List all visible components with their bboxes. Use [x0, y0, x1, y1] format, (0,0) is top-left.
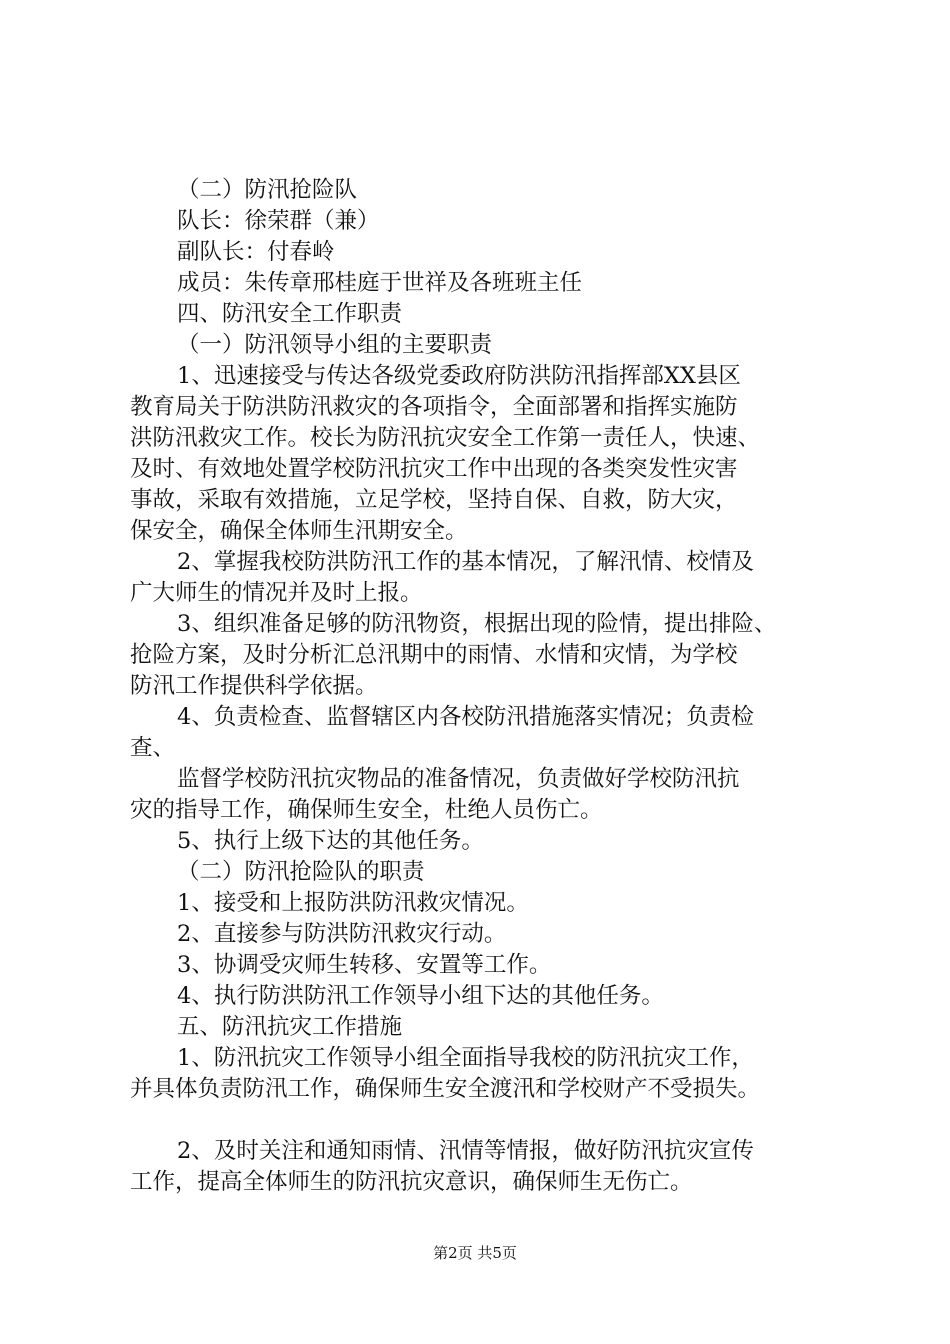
paragraph-line: 监督学校防汛抗灾物品的准备情况，负责做好学校防汛抗: [177, 766, 740, 792]
paragraph-line: 及时、有效地处置学校防汛抗灾工作中出现的各类突发性灾害: [130, 456, 738, 482]
deputy-leader-line: 副队长：付春岭: [177, 239, 335, 265]
paragraph-line: 2、掌握我校防洪防汛工作的基本情况，了解汛情、校情及: [177, 549, 754, 575]
subheading-rescue-team: （二）防汛抢险队: [177, 177, 358, 203]
members-line: 成员：朱传章邢桂庭于世祥及各班班主任: [177, 270, 583, 296]
paragraph-line: 2、及时关注和通知雨情、汛情等情报，做好防汛抗灾宣传: [177, 1138, 754, 1164]
paragraph-line: 3、协调受灾师生转移、安置等工作。: [177, 952, 552, 978]
paragraph-line: 4、执行防洪防汛工作领导小组下达的其他任务。: [177, 983, 664, 1009]
paragraph-line: 1、接受和上报防洪防汛救灾情况。: [177, 890, 529, 916]
paragraph-line: 洪防汛救灾工作。校长为防汛抗灾安全工作第一责任人，快速、: [130, 425, 761, 451]
paragraph-line: 防汛工作提供科学依据。: [130, 673, 378, 699]
paragraph-line: 1、迅速接受与传达各级党委政府防洪防汛指挥部XX县区: [177, 363, 741, 389]
section-heading-5: 五、防汛抗灾工作措施: [177, 1014, 403, 1040]
paragraph-line: 并具体负责防汛工作，确保师生安全渡汛和学校财产不受损失。: [130, 1076, 761, 1102]
paragraph-line: 灾的指导工作，确保师生安全，杜绝人员伤亡。: [130, 797, 603, 823]
section-heading-4: 四、防汛安全工作职责: [177, 301, 403, 327]
paragraph-line: 2、直接参与防洪防汛救灾行动。: [177, 921, 507, 947]
paragraph-line: 保安全，确保全体师生汛期安全。: [130, 518, 468, 544]
paragraph-line: 查、: [130, 735, 176, 761]
paragraph-line: 3、组织准备足够的防汛物资，根据出现的险情，提出排险、: [177, 611, 777, 637]
team-leader-line: 队长：徐荣群（兼）: [177, 208, 380, 234]
paragraph-line: 1、防汛抗灾工作领导小组全面指导我校的防汛抗灾工作，: [177, 1045, 754, 1071]
paragraph-line: 广大师生的情况并及时上报。: [130, 580, 423, 606]
page-number-footer: 第2页 共5页: [433, 1244, 517, 1262]
paragraph-line: 工作，提高全体师生的防汛抗灾意识，确保师生无伤亡。: [130, 1169, 693, 1195]
paragraph-line: 抢险方案，及时分析汇总汛期中的雨情、水情和灾情，为学校: [130, 642, 738, 668]
subheading-leadership-duties: （一）防汛领导小组的主要职责: [177, 332, 493, 358]
subheading-rescue-duties: （二）防汛抢险队的职责: [177, 859, 425, 885]
paragraph-line: 事故，采取有效措施，立足学校，坚持自保、自救，防大灾，: [130, 487, 738, 513]
paragraph-line: 5、执行上级下达的其他任务。: [177, 828, 484, 854]
paragraph-line: 4、负责检查、监督辖区内各校防汛措施落实情况；负责检: [177, 704, 754, 730]
paragraph-line: 教育局关于防洪防汛救灾的各项指令，全面部署和指挥实施防: [130, 394, 738, 420]
